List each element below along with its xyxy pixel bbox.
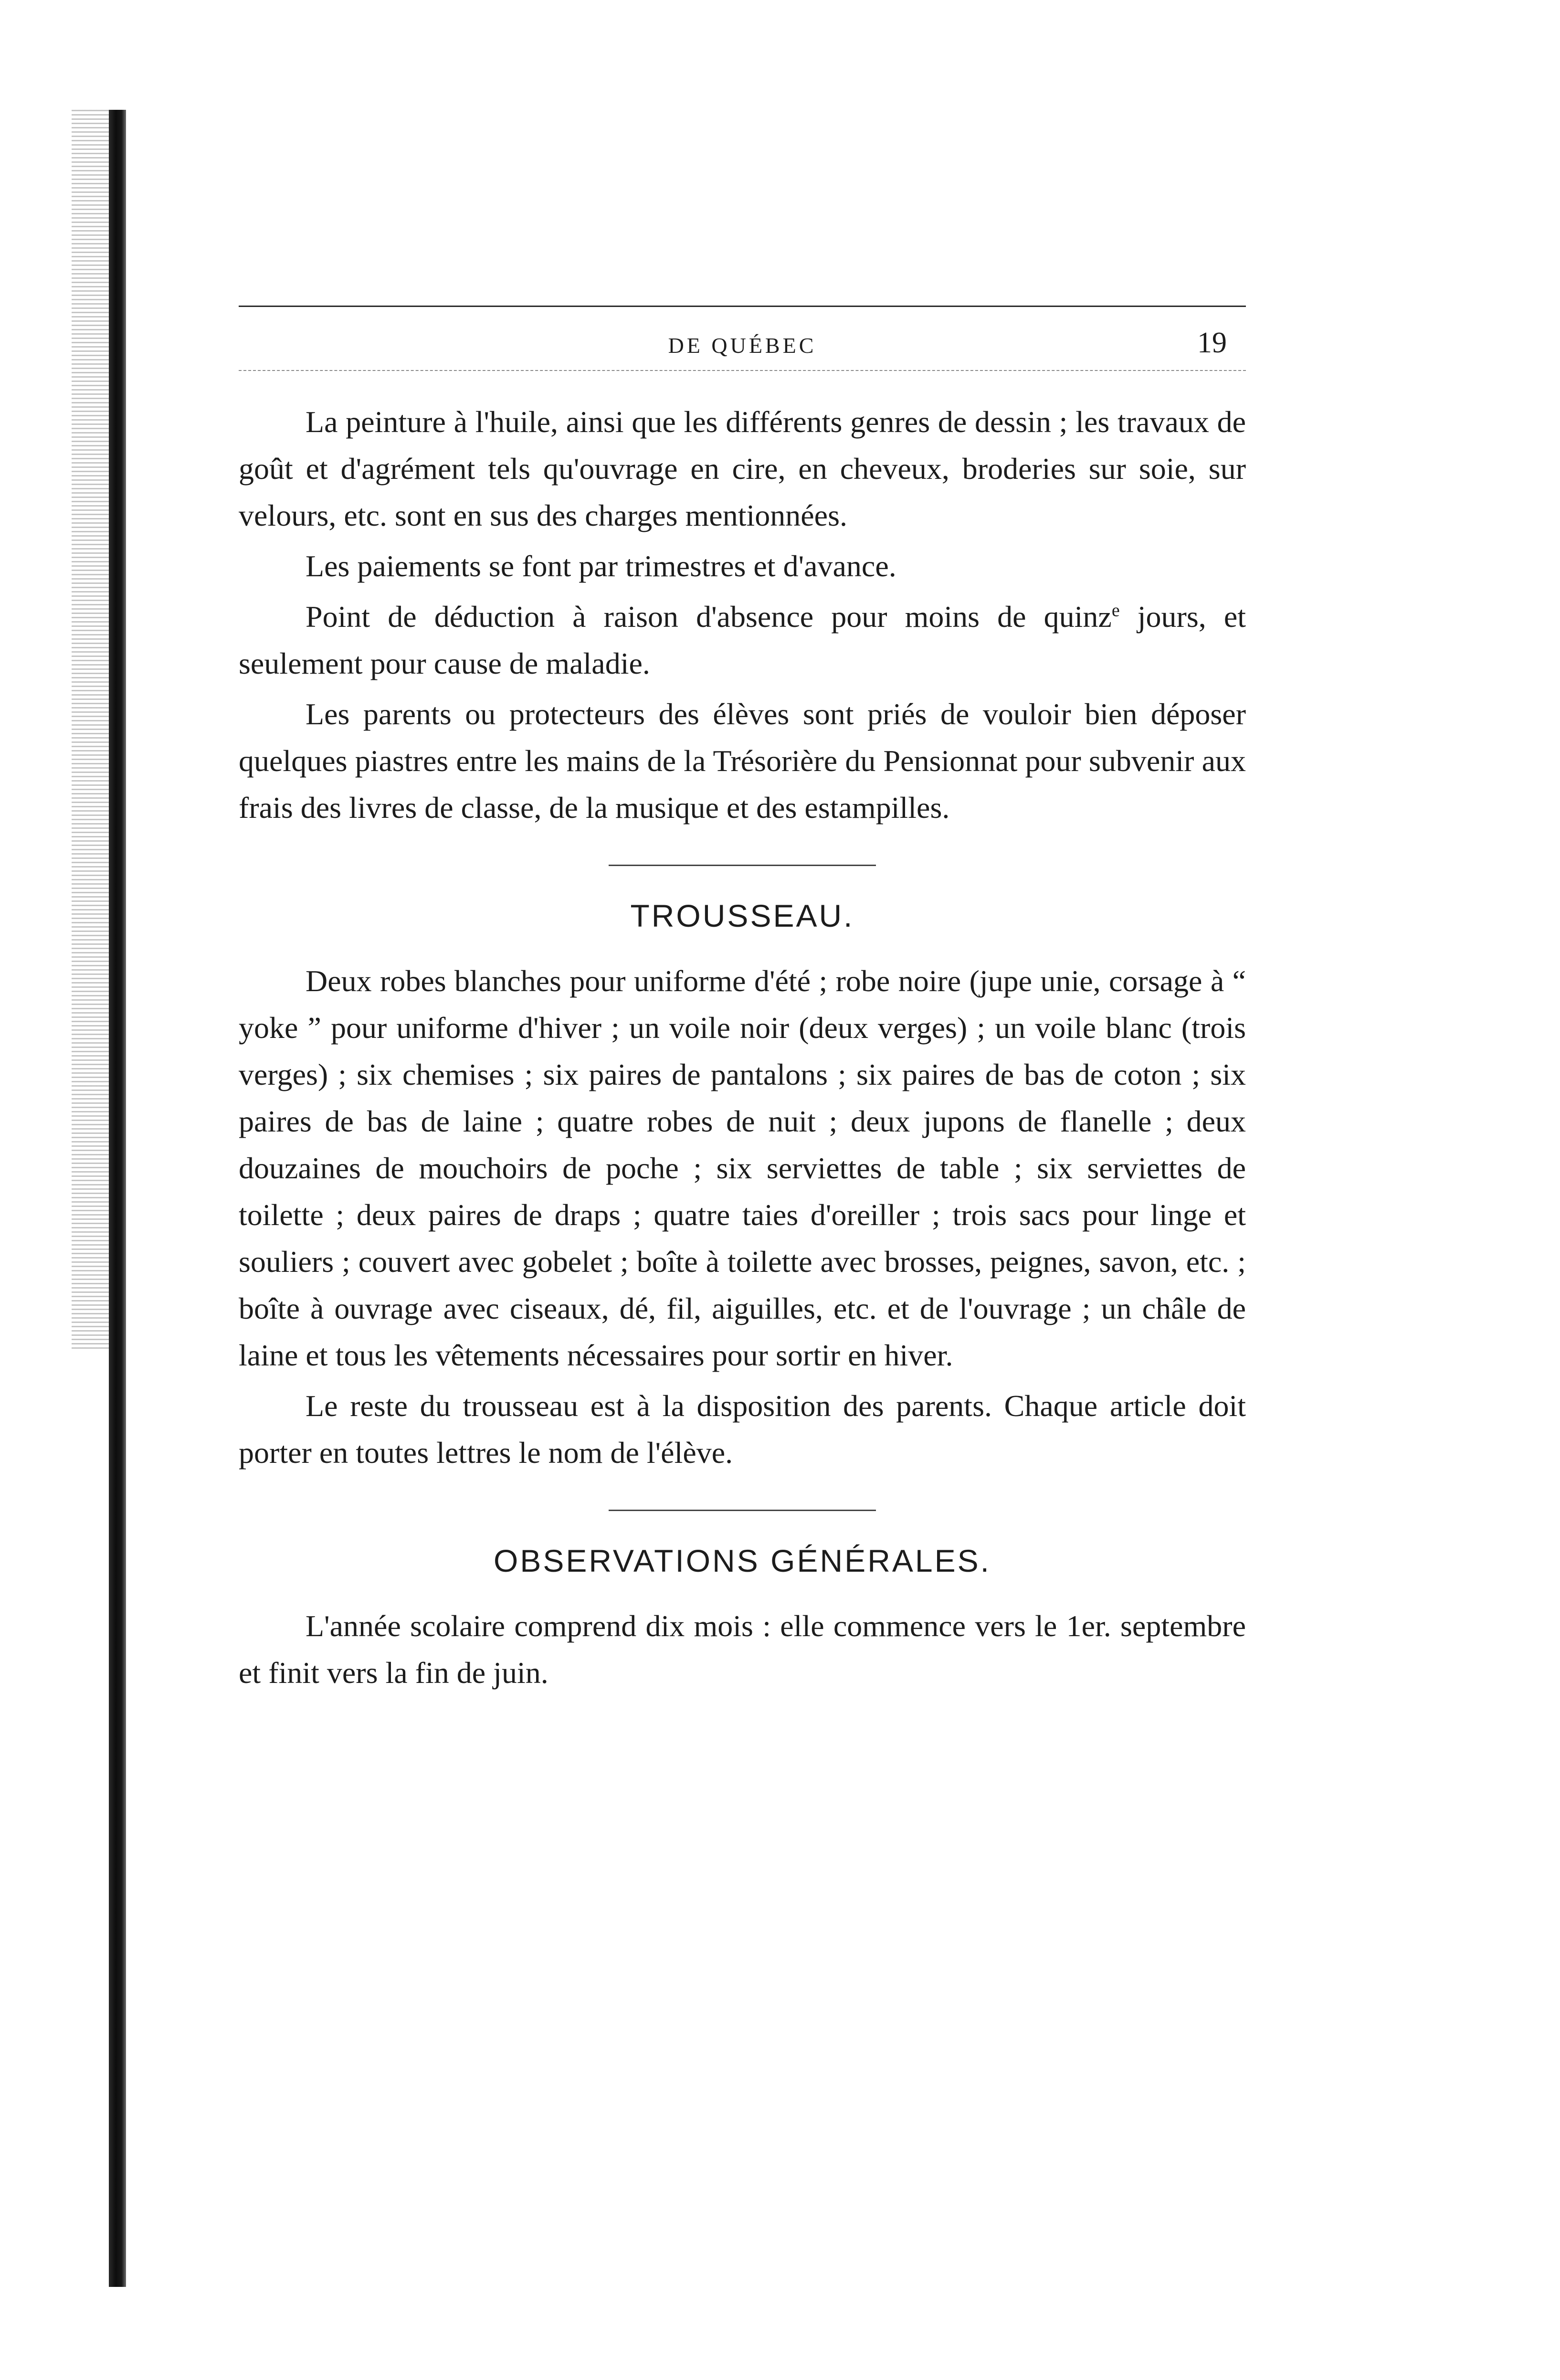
section-divider [609, 865, 876, 866]
intro-section [239, 399, 1246, 831]
paragraph-extra-charges: La peinture à l'huile, ainsi que les différents genres de dessin ; les travaux de goût et d'agrément tels qu'ouvrage en cire, en cheveux, broderies sur soie, sur velours, etc. sont en sus des charges mentionnées. [239, 405, 1246, 532]
trousseau-title: TROUSSEAU. [630, 898, 854, 933]
paragraph-deposit: Les parents ou protecteurs des élèves sont priés de vouloir bien déposer quelques piastres entre les mains de la Trésorière du Pensionnat pour subvenir aux frais des livres de classe, de la musique et des estampilles. [239, 697, 1246, 825]
section-divider [609, 1510, 876, 1511]
observations-section [239, 1543, 1246, 1696]
observations-title: OBSERVATIONS GÉNÉRALES. [494, 1543, 991, 1578]
running-header [239, 326, 1246, 364]
paragraph-payments: Les paiements se font par trimestres et d'avance. [306, 549, 896, 583]
binding-edge [109, 110, 126, 2287]
binding-shadow [72, 110, 109, 1351]
deduction-continuation: jours, et seulement pour cause de maladie. [239, 600, 1246, 680]
paragraph-trousseau-rest: Le reste du trousseau est à la disposition des parents. Chaque article doit porter en toutes lettres le nom de l'élève. [239, 1389, 1246, 1470]
paragraph-school-year: L'année scolaire comprend dix mois : elle commence vers le 1er. septembre et finit vers la fin de juin. [239, 1609, 1246, 1690]
paragraph-deduction [239, 593, 1246, 687]
deduction-superscript: e [1111, 600, 1120, 621]
deduction-text: Point de déduction à raison d'absence pour moins de quinz [306, 600, 1112, 634]
header-underline [239, 370, 1246, 371]
trousseau-section [239, 898, 1246, 1476]
book-page [239, 306, 1246, 1696]
header-rule [239, 306, 1246, 307]
page-number: 19 [1197, 327, 1227, 359]
running-title: DE QUÉBEC [668, 333, 817, 358]
paragraph-trousseau-list: Deux robes blanches pour uniforme d'été ; robe noire (jupe unie, corsage à “ yoke ” pour uniforme d'hiver ; un voile noir (deux verges) ; un voile blanc (trois verges) ; six chemises ; six paires de pantalons ; six paires de bas de coton ; six paires de bas de laine ; quatre robes de nuit ; deux jupons de flanelle ; deux douzaines de mouchoirs de poche ; six serviettes de table ; six serviettes de toilette ; deux paires de draps ; quatre taies d'oreiller ; trois sacs pour linge et souliers ; couvert avec gobelet ; boîte à toilette avec brosses, peignes, savon, etc. ; boîte à ouvrage avec ciseaux, dé, fil, aiguilles, etc. et de l'ouvrage ; un châle de laine et tous les vêtements nécessaires pour sortir en hiver. [239, 964, 1246, 1372]
